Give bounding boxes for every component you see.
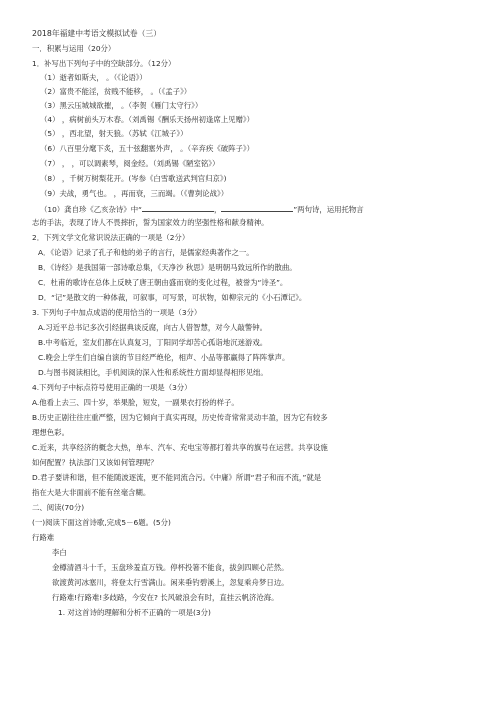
q4-option-b-cont: 理想色彩。 (32, 428, 69, 437)
q1-item-1: （1）逝者如斯夫， 。（《论语》） (40, 73, 147, 82)
question-2-prompt: 2．下列文学文化常识说法正确的一项是（2分） (32, 233, 190, 242)
question-4-prompt: 4.下列句子中标点符号使用正确的一项是（3分） (32, 383, 192, 392)
q2-option-d: D．“记”是散文的一种体裁，可叙事，可写景，可状物，如柳宗元的《小石潭记》。 (38, 293, 307, 302)
q2-option-a: A．《论语》记录了孔子和他的弟子的言行，是儒家经典著作之一。 (38, 248, 254, 257)
exam-title: 2018年福建中考语文模拟试卷（三） (32, 29, 161, 38)
question-5-prompt: 1. 对这首诗的理解和分析不正确的一项是(3分) (58, 608, 211, 617)
q3-option-b: B.中考临近，室友们都在认真复习，丁阳同学却苦心孤诣地沉迷游戏。 (38, 338, 268, 347)
q2-option-c: C．杜甫的歌诗在总体上反映了唐王朝由盛而衰的变化过程，被誉为“诗圣”。 (38, 278, 288, 287)
q1-item-3: （3）黑云压城城欲摧， 。（李贺《雁门太守行》） (40, 101, 203, 110)
q1-item-10-cont: 志的手法，表现了诗人不畏摔折，誓为国家效力的坚强性格和献身精神。 (32, 218, 269, 227)
q2-option-b: B．《诗经》是我国第一部诗歌总集，《天净沙 秋思》是明朝马致远所作的散曲。 (38, 263, 297, 272)
q4-option-b: B.历史正剧往往庄重严整，因为它倾向于真实再现，历史传奇常常灵动丰盈，因为它有较多 (32, 413, 328, 422)
section-2-part-1-heading: (一)阅读下面这首诗歌,完成5－6题。(5分) (32, 518, 171, 527)
question-1-prompt: 1．补写出下列句子中的空缺部分。（12分） (32, 59, 176, 68)
q3-option-d: D.与图书阅读相比，手机阅读的深入性和系统性方面却显得相形见绌。 (38, 368, 268, 377)
q4-option-a: A.他看上去三、四十岁，举果脸，短发，一副果衣打扮的样子。 (32, 398, 239, 407)
q1-item-8: （8） ，千树万树梨花开。(岑参《白雪歌送武判官归京》) (40, 174, 227, 183)
q1-item-10-tail: ”两句诗，运用托物言 (293, 205, 364, 214)
q3-option-c: C.晚会上学生们自编自演的节目经严绝伦，相声、小品等都赢得了阵阵掌声。 (38, 353, 290, 362)
q1-item-9: （9）夫战，勇气也。 ，再而衰，三而竭。（《曹刿论战》） (40, 189, 229, 198)
poem-line-1: 金樽清酒斗十千，玉盘珍羞直万钱。停杯投箸不能食，拔剑四顾心茫然。 (52, 563, 289, 572)
q4-option-c: C.近来，共享经济的概念大热，单车、汽车、充电宝等都打着共享的旗号在运营。共享设施 (32, 443, 328, 452)
q1-item-10-comma: ， (213, 205, 222, 214)
q4-option-d-cont: 指在大是大非面前不能有丝毫含糊。 (32, 488, 151, 497)
section-2-heading: 二、阅读(70分) (32, 503, 85, 512)
poem-title: 行路难 (32, 533, 55, 542)
q1-item-2: （2）富贵不能淫，贫贱不能移， 。（《孟子》） (40, 87, 192, 96)
question-3-prompt: 3. 下列句子中加点成语的使用恰当的一项是（3分） (32, 308, 202, 317)
q1-item-6: （6）八百里分麾下炙，五十弦翻塞外声， 。（辛弃疾《破阵子》） (40, 144, 254, 153)
q1-item-10-lead: （10）龚自珍《乙亥杂诗》中“ (40, 205, 142, 214)
answer-blank[interactable] (221, 203, 293, 212)
poem-line-2: 欲渡黄河冰塞川，将登太行雪满山。闲来垂钓碧溪上，忽复乘舟梦日边。 (52, 578, 289, 587)
q3-option-a: A.习近平总书记多次引经据典谈反腐，向古人借智慧，对今人敲警钟。 (38, 323, 267, 332)
poem-author: 李白 (52, 548, 67, 557)
q4-option-d: D.君子要讲和谐，但不能随波逐流，更不能同流合污。《中庸》所谓“君子和而不流，”就是 (32, 473, 322, 482)
section-1-heading: 一．积累与运用（20分） (32, 44, 116, 53)
q4-option-c-cont: 如何配置？执法部门又该如何管理呢？ (32, 458, 158, 467)
answer-blank[interactable] (142, 203, 214, 212)
q1-item-10 (40, 203, 470, 215)
q1-item-5: （5） ，西北望，射天狼。（苏轼《江城子》） (40, 129, 188, 138)
q1-item-4: （4） ，病树前头万木春。（刘禹锡《酬乐天扬州初逢席上见赠》） (40, 115, 254, 124)
q1-item-7: （7） ， ，可以调素琴，阅金经。（刘禹锡《陋室铭》） (40, 159, 220, 168)
poem-line-3: 行路难!行路难!多歧路，今安在? 长风破浪会有时，直挂云帆济沧海。 (52, 593, 279, 602)
